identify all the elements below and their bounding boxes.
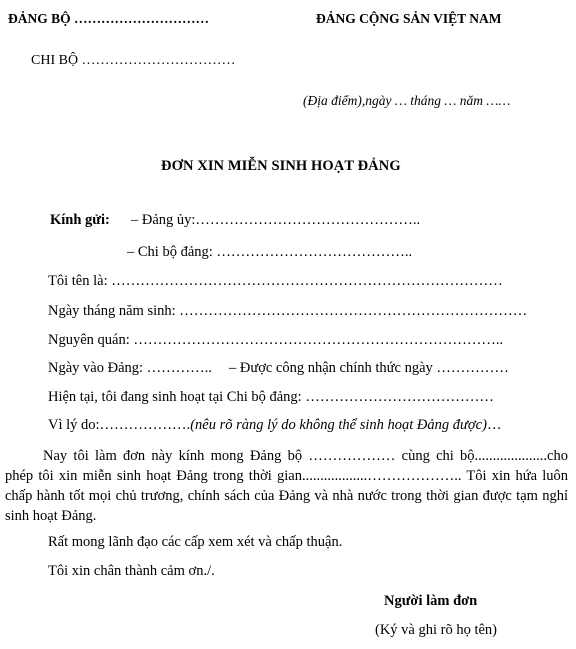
reason-tail: … [486, 417, 502, 433]
signature-note: (Ký và ghi rõ họ tên) [375, 622, 498, 638]
join-date-field: Ngày vào Đảng: ………….. [48, 360, 212, 376]
recipient-party-cell: – Chi bộ đảng: ………………………………….. [127, 244, 413, 260]
place-date-line: (Địa điểm),ngày … tháng … năm …… [303, 93, 511, 108]
signature-title: Người làm đơn [384, 593, 478, 609]
document-title: ĐƠN XIN MIỄN SINH HOẠT ĐẢNG [161, 158, 401, 174]
hope-line: Rất mong lãnh đạo các cấp xem xét và chấp thuận. [48, 534, 343, 550]
party-committee-field: ĐẢNG BỘ ………………………… [8, 11, 210, 26]
name-field: Tôi tên là: ……………………………………………………………………… [48, 273, 503, 289]
recipient-party-committee: – Đảng ủy:……………………………………….. [131, 212, 421, 228]
recipient-label: Kính gửi: [50, 212, 110, 228]
official-date-field: – Được công nhận chính thức ngày …………… [229, 360, 509, 376]
thanks-line: Tôi xin chân thành cảm ơn./. [48, 563, 215, 579]
request-paragraph: Nay tôi làm đơn này kính mong Đảng bộ ……………… cùng chi bộ....................cho phép tôi xin miễn sinh hoạt Đảng trong thời gian..................……………….. Tôi xin hứa luôn chấp hành tốt mọi chủ trương, chính sách của Đảng và nhà nước trong thời gian được tạm nghỉ sinh hoạt Đảng. [5, 448, 568, 524]
reason-field [48, 417, 501, 434]
party-cell-field: CHI BỘ …………………………… [31, 53, 236, 68]
reason-label: Vì lý do:………………. [48, 417, 191, 433]
reason-hint: (nêu rõ ràng lý do không thể sinh hoạt Đảng được) [190, 417, 487, 433]
dob-field: Ngày tháng năm sinh: ……………………………………………………………… [48, 303, 528, 319]
current-cell-field: Hiện tại, tôi đang sinh hoạt tại Chi bộ đảng: ………………………………… [48, 389, 494, 405]
party-name-heading: ĐẢNG CỘNG SẢN VIỆT NAM [316, 11, 502, 26]
hometown-field: Nguyên quán: ………………………………………………………………….. [48, 332, 504, 348]
